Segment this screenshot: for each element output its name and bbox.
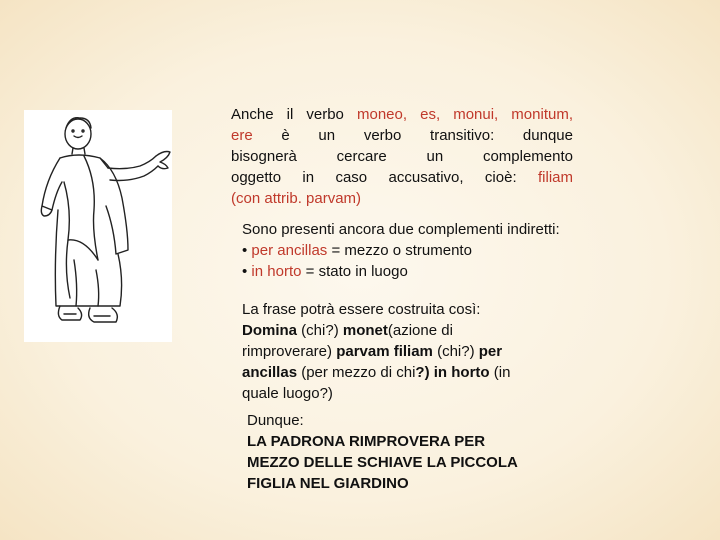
bullet: • [242,242,252,259]
object-word: filiam [537,169,573,186]
paragraph-translation [247,410,607,494]
p1-line-1 [231,104,573,125]
p3-line-5: quale luogo?) [242,385,333,402]
p1-line-4 [231,167,573,188]
paragraph-indirect-complements [242,219,642,282]
in-horto: in horto [251,263,302,280]
p1-line-2 [231,125,573,146]
p3-line-3-text-a: rimproverare) [242,343,337,360]
p3-line-4-text-b: (in [489,364,511,381]
p2-line-1: Sono presenti ancora due complementi indiretti: [242,221,560,238]
p2-bullet-2 [242,261,642,282]
translation-line-2: MEZZO DELLE SCHIAVE LA PICCOLA [247,454,518,471]
paragraph-construction [242,299,572,404]
parvam-filiam: parvam filiam [336,343,433,360]
p4-line-1: Dunque: [247,412,304,429]
domina: Domina [242,322,298,339]
p3-line-3 [242,341,572,362]
p2-bullet-1 [242,240,642,261]
bullet: • [242,263,252,280]
in-horto-bold: ?) in horto [415,364,490,381]
translation-line-1: LA PADRONA RIMPROVERA PER [247,433,486,450]
p1-line-3: bisognerà cercare un complemento [231,148,573,165]
p1-line-4-text: oggetto in caso accusativo, cioè: [231,169,538,186]
p3-line-2-text-a: (chi?) [297,322,343,339]
p1-line-1-text: Anche il verbo [231,106,357,123]
per-ancillas: per ancillas [251,242,328,259]
roman-figure-illustration [24,110,172,342]
verb-forms: moneo, es, monui, monitum, [356,106,573,123]
p2-bullet-1-text: = mezzo o strumento [327,242,472,259]
paragraph-verb-analysis [231,104,573,209]
p3-line-3-text-b: (chi?) [432,343,479,360]
ancillas: ancillas [242,364,298,381]
verb-infinitive-ending: ere [231,127,253,144]
p3-line-2 [242,320,572,341]
per: per [478,343,503,360]
toga-figure-icon [24,110,172,342]
p1-line-5: (con attrib. parvam) [231,190,362,207]
p3-line-4 [242,362,572,383]
p3-line-2-text-b: (azione di [387,322,453,339]
monet: monet [342,322,388,339]
p3-line-1: La frase potrà essere costruita così: [242,301,481,318]
p1-line-2-text: è un verbo transitivo: dunque [252,127,573,144]
p2-bullet-2-text: = stato in luogo [301,263,408,280]
p3-line-4-text-a: (per mezzo di chi [297,364,416,381]
translation-line-3: FIGLIA NEL GIARDINO [247,475,409,492]
